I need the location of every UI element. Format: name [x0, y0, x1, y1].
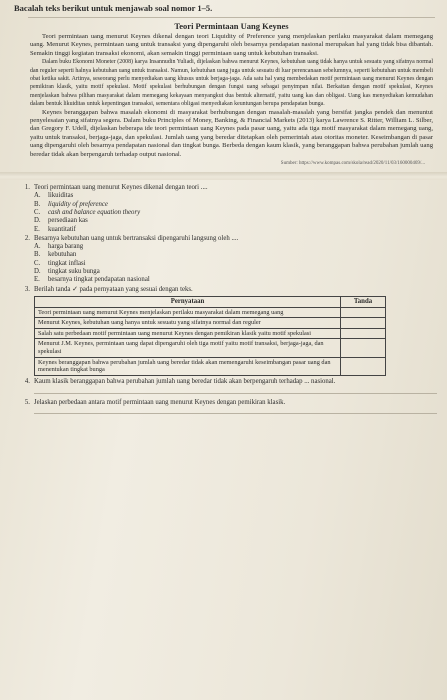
answer-line[interactable]	[34, 387, 437, 394]
option-b[interactable]: B. liquidity of preference	[34, 200, 108, 208]
questions-section	[14, 184, 437, 414]
mark-cell[interactable]	[341, 318, 386, 329]
option-d[interactable]: D. persediaan kas	[34, 217, 88, 225]
statement-cell: Teori permintaan uang menurut Keynes menjelaskan perilaku masyarakat dalam memegang uang	[35, 307, 341, 318]
question-5	[14, 399, 437, 407]
option-list	[34, 192, 437, 233]
question-number: 5.	[24, 399, 30, 406]
table-row	[35, 307, 386, 318]
statement-cell: Salah satu perbedaan motif permintaan uang menurut Keynes dengan pemikiran klasik yaitu motif spekulasi	[35, 328, 341, 339]
option-c[interactable]: C. tingkat inflasi	[34, 259, 86, 267]
reading-passage	[28, 17, 435, 170]
mark-cell[interactable]	[341, 357, 386, 375]
question-3	[14, 286, 437, 294]
page-fold	[0, 172, 447, 180]
question-text: Berilah tanda ✓ pada pernyataan yang sesuai dengan teks.	[34, 285, 193, 293]
statement-cell: Keynes beranggapan bahwa perubahan jumlah uang beredar tidak akan memengaruhi keseimbangan pasar uang dan menentukan tingkat bunga	[35, 357, 341, 375]
reading-source: Sumber: https://www.kompas.com/skola/read/2020/11/03/160000469/...	[280, 161, 425, 167]
option-a[interactable]: A. likuiditas	[34, 192, 74, 200]
statement-cell: Menurut J.M. Keynes, permintaan uang dapat dipengaruhi oleh tiga motif yaitu motif transaksi, berjaga-jaga, dan spekulasi	[35, 339, 341, 357]
statement-cell: Menurut Keynes, kebutuhan uang hanya untuk sesuatu yang sifatnya normal dan reguler	[35, 318, 341, 329]
table-row	[35, 328, 386, 339]
question-number: 1.	[24, 184, 30, 192]
mark-cell[interactable]	[341, 307, 386, 318]
reading-paragraph-1: Teori permintaan uang menurut Keynes dikenal dengan teori Liquidity of Preference yang menjelaskan perilaku masyarakat dalam memegang uang. Menurut Keynes, permintaan uang untuk transaksi yang dipengaruhi oleh besarnya pendapatan nasional merupakan hal yang tidak bisa dibantah. Semakin tinggi kegiatan transaksi ekonomi, akan semakin tinggi permintaan uang untuk kebutuhan transaksi.	[30, 33, 433, 57]
table-row	[35, 357, 386, 375]
question-1	[14, 184, 437, 234]
question-text: Teori permintaan uang menurut Keynes dikenal dengan teori ....	[34, 184, 208, 192]
reading-paragraph-2: Dalam buku Ekonomi Moneter (2008) karya Insannudin Yuliadi, dijelaskan bahwa menurut Keynes, kebutuhan uang tidak hanya untuk sesuatu yang sifatnya normal dan reguler seperti halnya kebutuhan uang untuk transaksi. Namun, kebutuhan uang juga untuk sesuatu di luar perencanaan sebelumnya, seperti kebutuhan untuk membeli obat ketika sakit. Artinya, seseorang perlu menyediakan uang khusus untuk berjaga-jaga. Ada satu hal yang membedakan motif permintaan uang menurut Keynes dengan pemikiran klasik, yaitu motif spekulasi. Motif spekulasi berhubungan dengan fungsi uang sebagai penyimpan nilai. Berkaitan dengan motif spekulasi, Keynes menjelaskan bahwa pilihan masyarakat dalam memegang kekayaan menyangkut dua bentuk alternatif, yaitu uang kas dan obligasi. Uang kas menyediakan kemudahan dalam bentuk likuiditas untuk kepentingan transaksi, sementara obligasi menyediakan keuntungan berupa pendapatan bunga.	[30, 59, 433, 108]
mark-cell[interactable]	[341, 339, 386, 357]
table-header-statement: Pernyataan	[35, 296, 341, 307]
question-2	[14, 235, 437, 285]
question-number: 4.	[24, 377, 30, 385]
option-list	[34, 243, 437, 284]
mark-cell[interactable]	[341, 328, 386, 339]
reading-paragraph-3: Keynes beranggapan bahwa masalah ekonomi di masyarakat berhubungan dengan masalah-masalah yang bersifat jangka pendek dan menuntut penyelesaian yang sifatnya segera. Dalam buku Principles of Money, Banking, & Financial Markets (2013) karya Lawrence S. Ritter, William L. Silber, dan Gregory F. Udell, dijelaskan beberapa ide teori permintaan uang Keynes pada pasar uang, yaitu ada tiga motif masyarakat dalam memegang uang, yaitu untuk transaksi, berjaga-jaga, dan spekulasi. Jumlah uang yang beredar ditetapkan oleh pemerintah atau otoritas moneter. Keseimbangan di pasar uang dipengaruhi oleh besarnya pendapatan nasional dan tingkat bunga. Berbeda dengan kaum klasik, yang beranggapan bahwa perubahan jumlah uang beredar tidak akan berpengaruh terhadap output nasional.	[30, 108, 433, 158]
table-header-mark: Tanda	[341, 296, 386, 307]
option-c[interactable]: C. cash and balance equation theory	[34, 208, 141, 216]
question-number: 2.	[24, 234, 30, 242]
instruction-text: Bacalah teks berikut untuk menjawab soal nomor 1–5.	[14, 3, 213, 13]
option-a[interactable]: A. harga barang	[34, 243, 84, 251]
question-text: Kaum klasik beranggapan bahwa perubahan jumlah uang beredar tidak akan berpengaruh terhadap ... nasional.	[34, 377, 336, 385]
question-text: Besarnya kebutuhan uang untuk bertransaksi dipengaruhi langsung oleh ....	[34, 234, 239, 242]
question-4	[14, 378, 437, 386]
option-b[interactable]: B. kebutuhan	[34, 251, 77, 259]
reading-title: Teori Permintaan Uang Keynes	[174, 21, 289, 31]
question-number: 3.	[24, 285, 30, 293]
option-e[interactable]: E. kuantitatif	[34, 225, 76, 233]
question-text: Jelaskan perbedaan antara motif permintaan uang menurut Keynes dengan pemikiran klasik.	[34, 399, 286, 406]
statement-table	[34, 296, 386, 376]
option-e[interactable]: E. besarnya tingkat pendapatan nasional	[34, 276, 150, 284]
table-row	[35, 339, 386, 357]
table-row	[35, 318, 386, 329]
answer-line[interactable]	[34, 407, 437, 414]
option-d[interactable]: D. tingkat suku bunga	[34, 268, 100, 276]
